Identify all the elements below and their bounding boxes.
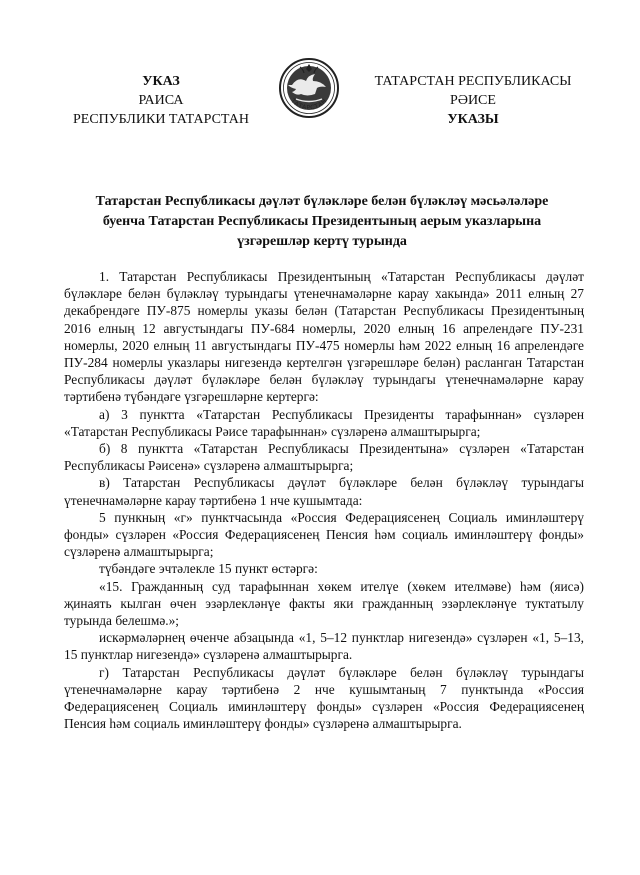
body-paragraph: в) Татарстан Республикасы дәүләт бүләкләре белән бүләкләү турындагы үтенечнамәләрне карау тәртибенә 1 нче кушымтада: [64,475,584,508]
header-right-line: РӘИСЕ [450,93,496,108]
body-paragraph: 5 пункның «г» пунктчасында «Россия Федерациясенең Социаль иминләштерү фонды» сүзләрен «Россия Федерациясенең Пенсия һәм социаль иминләштерү фонды» сүзләренә алмаштырырга; [64,509,584,560]
body-paragraph: 1. Татарстан Республикасы Президентының «Татарстан Республикасы дәүләт бүләкләре белән бүләкләү турындагы үтенечнамәләрне карау хакында» 2011 елның 27 декабрендәге ПУ-875 номерлы указы белән (Татарстан Республикасы Президентының 2016 елның 12 августындагы ПУ-684 номерлы, 2020 елның 16 апрелендәге ПУ-231 номерлы, 2020 елның 11 августындагы ПУ-475 номерлы һәм 2022 елның 16 апрелендәге ПУ-284 номерлы указлары нигезендә кертелгән үзгәрешләре белән) расланган Татарстан Республикасы дәүләт бүләкләре белән бүләкләү турындагы үтенечнамәләрне карау тәртибенә түбәндәге үзгәрешләрне кертергә: [64,269,584,405]
title-line: буенча Татарстан Республикасы Президентының аерым указларына [102,214,542,229]
coat-of-arms-icon [278,55,340,121]
header-right-line: УКАЗЫ [447,112,499,127]
title-line: Татарстан Республикасы дәүләт бүләкләре белән бүләкләү мәсьәләләре [95,194,549,209]
header-right [360,72,586,129]
body-paragraph: а) 3 пунктта «Татарстан Республикасы Президенты тарафыннан» сүзләрен «Татарстан Республикасы Рәисе тарафыннан» сүзләренә алмаштырырга; [64,406,584,439]
header-left-line: РЕСПУБЛИКИ ТАТАРСТАН [72,112,249,127]
emblem-ring-text: ТАТАРСТАН [289,97,329,112]
body-paragraph: г) Татарстан Республикасы дәүләт бүләкләре белән бүләкләү турындагы үтенечнамәләрне карау тәртибенә 2 нче кушымтаның 7 пунктында «Россия Федерациясенең Социаль иминләштерү фонды» сүзләрен «Россия Федерациясенең Пенсия һәм социаль иминләштерү фонды» сүзләренә алмаштырырга. [64,664,584,732]
header-left [58,72,264,129]
body-paragraph: түбәндәге эчтәлекле 15 пункт өстәргә: [99,561,318,577]
document-body [64,268,584,732]
header-left-line: УКАЗ [142,74,180,89]
body-paragraph: б) 8 пунктта «Татарстан Республикасы Президентына» сүзләрен «Татарстан Республикасы Рәисенә» сүзләренә алмаштырырга; [64,441,584,474]
body-paragraph: «15. Гражданның суд тарафыннан хөкем ителүе (хөкем ителмәве) һәм (яисә) җинаять кылган өчен эзәрлекләнүе факты яки гражданның эзәрлекләнүе туктатылу турында белешмә.»; [64,578,584,629]
body-paragraph: искәрмәләрнең өченче абзацында «1, 5–12 пунктлар нигезендә» сүзләрен «1, 5–13, 15 пунктлар нигезендә» сүзләренә алмаштырырга. [64,630,584,663]
title-line: үзгәрешләр кертү турында [237,234,407,249]
header-left-line: РАИСА [138,93,184,108]
document-title [66,192,578,252]
header-right-line: ТАТАРСТАН РЕСПУБЛИКАСЫ [374,74,572,89]
